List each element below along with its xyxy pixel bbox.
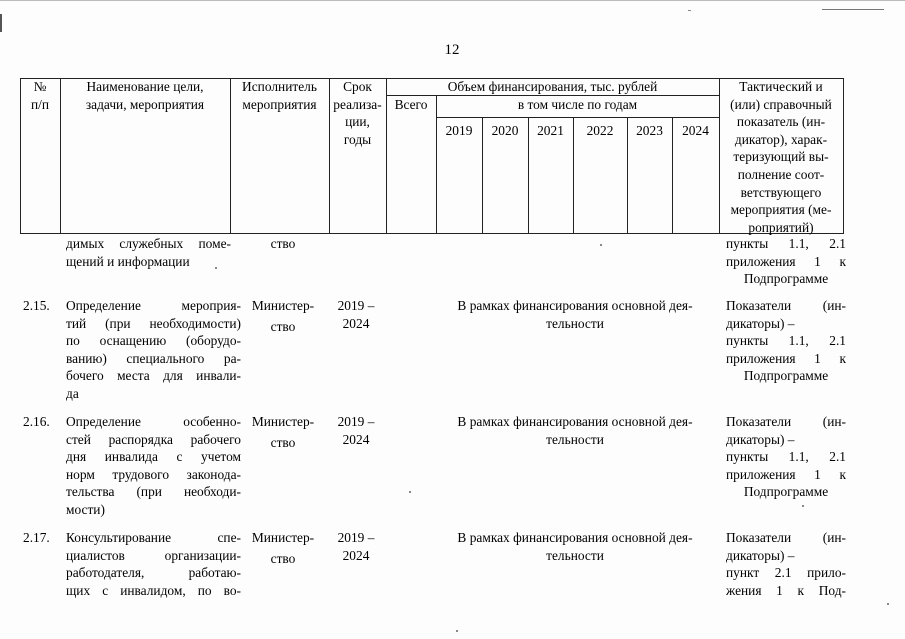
row-indicator: Показатели (ин- дикаторы) – пункты 1.1, 2.1 приложения 1 к Подпрограмме <box>726 298 846 384</box>
row-finance: В рамках финансирования основной дея- тельности <box>457 414 693 447</box>
scan-top-right-line <box>822 9 884 10</box>
row-term: 2019 – 2024 <box>337 414 375 447</box>
scan-speck <box>409 491 411 493</box>
header-total: Всего <box>394 97 428 112</box>
scan-edge-mark <box>0 14 2 32</box>
scan-speck <box>802 505 804 507</box>
header-year-2024: 2024 <box>682 123 709 138</box>
row-term: 2019 – 2024 <box>337 298 375 331</box>
table-row <box>0 413 905 519</box>
row-executor: Министер- ство <box>251 298 315 334</box>
table-row <box>0 529 905 601</box>
header-finance-title: Объем финансирования, тыс. рублей <box>447 79 658 94</box>
table-row <box>0 297 905 403</box>
header-year-2020: 2020 <box>491 123 519 138</box>
scan-speck <box>887 603 889 605</box>
row-name: Консультирование спе- циалистов организации- работодателя, работаю- щих с инвалидом, по во- <box>66 530 241 598</box>
row-finance: В рамках финансирования основной дея- тельности <box>457 298 693 331</box>
row-name: Определение особенно- стей распорядка рабочего дня инвалида с учетом норм трудового законода- тельства (при необходи- мости) <box>66 414 241 517</box>
row-executor: Министер- ство <box>251 530 315 566</box>
header-name: Наименование цели, задачи, мероприятия <box>85 79 205 112</box>
header-year-2022: 2022 <box>586 123 614 138</box>
years-top-line <box>436 117 719 118</box>
header-year-2021: 2021 <box>537 123 564 138</box>
scan-speck <box>215 267 217 269</box>
row-indicator: Показатели (ин- дикаторы) – пункты 1.1, 2.1 приложения 1 к Подпрограмме <box>726 414 846 500</box>
header-year-2023: 2023 <box>636 123 663 138</box>
row-number: 2.15. <box>23 298 50 313</box>
continuation-name: димых служебных поме- щений и информации <box>66 236 231 269</box>
page-number: 12 <box>444 42 460 58</box>
row-name: Определение мероприя- тий (при необходимости) по оснащению (оборудо- ванию) специального ра- бочего места для инвали- да <box>66 298 241 401</box>
row-indicator: Показатели (ин- дикаторы) – пункт 2.1 прило- жения 1 к Под- <box>726 530 846 598</box>
header-executor: Исполнитель мероприятия <box>242 79 317 112</box>
header-by-years: в том числе по годам <box>517 97 638 112</box>
row-number: 2.16. <box>23 414 50 429</box>
header-year-2019: 2019 <box>445 123 473 138</box>
row-executor: Министер- ство <box>251 414 315 450</box>
grid-col-line <box>843 78 844 234</box>
continuation-indicator: пункты 1.1, 2.1 приложения 1 к Подпрограмме <box>726 236 846 287</box>
header-num: № п/п <box>30 79 50 112</box>
continuation-executor: ство <box>270 236 296 251</box>
row-number: 2.17. <box>23 530 50 545</box>
row-finance: В рамках финансирования основной дея- тельности <box>457 530 693 563</box>
header-indicator: Тактический и (или) справочный показатель (ин- дикатор), харак- теризующий вы- полнение соот- ветствующего мероприятия (ме- роприятий) <box>730 79 832 235</box>
scan-top-border <box>0 0 905 1</box>
scan-speck <box>600 244 602 246</box>
scan-speck <box>456 630 458 632</box>
grid-col-line <box>436 95 437 234</box>
row-term: 2019 – 2024 <box>337 530 375 563</box>
scan-dot <box>688 10 691 11</box>
header-term: Срок реализа- ции, годы <box>333 79 382 147</box>
